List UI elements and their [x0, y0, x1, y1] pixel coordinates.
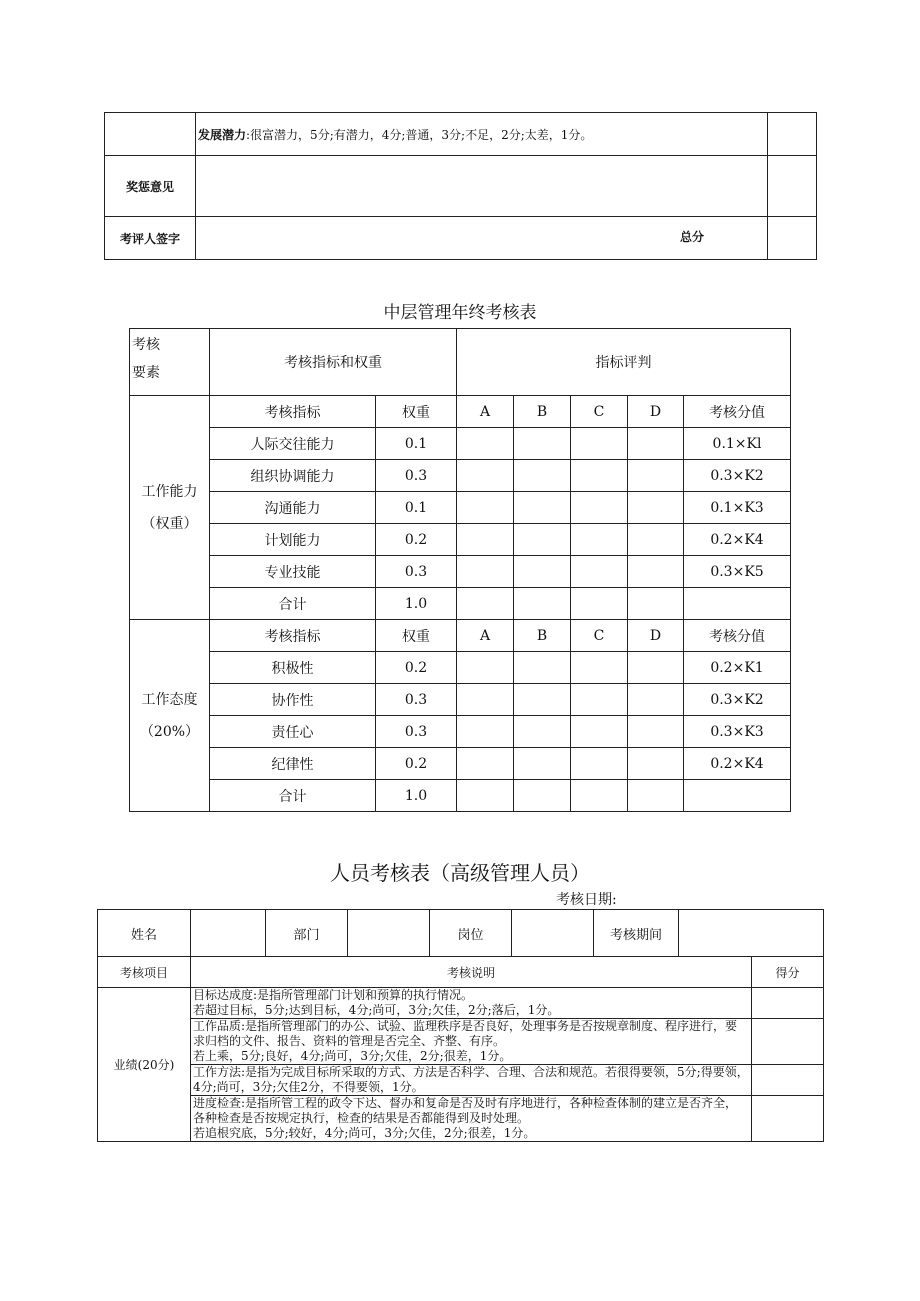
table-row: [105, 113, 817, 156]
criteria-line: 目标达成度:是指所管理部门计划和预算的执行情况。: [193, 988, 474, 1002]
indicator-name: 合计: [210, 588, 376, 620]
position-field[interactable]: [512, 910, 594, 957]
page-title: 中层管理年终考核表: [383, 303, 537, 323]
department-field[interactable]: [348, 910, 430, 957]
grade-d-cell[interactable]: [628, 684, 684, 716]
description-header: 考核说明: [191, 957, 752, 988]
grade-d-cell[interactable]: [628, 652, 684, 684]
table-row: [130, 460, 791, 492]
item-name: 业绩(20分): [98, 988, 191, 1142]
weight-value: 0.1: [376, 428, 457, 460]
grade-d-cell[interactable]: [628, 780, 684, 812]
grade-b-cell[interactable]: [514, 652, 571, 684]
grade-b-cell[interactable]: [514, 716, 571, 748]
grade-b-cell[interactable]: [514, 524, 571, 556]
grade-d-cell[interactable]: [628, 460, 684, 492]
score-formula: 0.3×K5: [684, 556, 791, 588]
grade-b-cell[interactable]: [514, 460, 571, 492]
grade-c-cell[interactable]: [571, 780, 628, 812]
grade-a-cell[interactable]: [457, 524, 514, 556]
weight-value: 0.3: [376, 716, 457, 748]
table-row: [130, 556, 791, 588]
grade-d-cell[interactable]: [628, 428, 684, 460]
evaluation-header: 指标评判: [457, 329, 791, 396]
indicator-name: 组织协调能力: [210, 460, 376, 492]
element-header-label: 考核要素: [132, 337, 160, 381]
reviewer-label: 考评人签字: [105, 217, 196, 260]
score-formula: 0.2×K4: [684, 524, 791, 556]
weight-value: 1.0: [376, 780, 457, 812]
table-row: [130, 780, 791, 812]
grade-b-cell[interactable]: [514, 748, 571, 780]
grade-b-cell[interactable]: [514, 588, 571, 620]
grade-b-cell[interactable]: [514, 492, 571, 524]
criteria-line: 若超过目标，5分;达到目标，4分;尚可，3分;欠佳，2分;落后，1分。: [193, 1003, 560, 1017]
score-formula: 0.3×K3: [684, 716, 791, 748]
column-subheader: C: [571, 396, 628, 428]
table-row: [130, 524, 791, 556]
score-formula: 0.1×Kl: [684, 428, 791, 460]
grade-b-cell[interactable]: [514, 428, 571, 460]
criteria-description: [191, 1065, 752, 1096]
grade-b-cell[interactable]: [514, 556, 571, 588]
table-row: [130, 588, 791, 620]
potential-criteria-cell: [196, 113, 768, 156]
table-row: [130, 492, 791, 524]
indicator-name: 纪律性: [210, 748, 376, 780]
reward-opinion-field[interactable]: [196, 156, 768, 217]
grade-b-cell[interactable]: [514, 780, 571, 812]
table-row: [130, 716, 791, 748]
criteria-row: [98, 1096, 824, 1142]
grade-a-cell[interactable]: [457, 556, 514, 588]
grade-c-cell[interactable]: [571, 492, 628, 524]
name-field[interactable]: [191, 910, 266, 957]
reward-label: 奖惩意见: [105, 156, 196, 217]
indicator-name: 专业技能: [210, 556, 376, 588]
weight-value: 0.1: [376, 492, 457, 524]
grade-a-cell[interactable]: [457, 460, 514, 492]
section-name: [130, 396, 210, 620]
score-header: 得分: [752, 957, 824, 988]
grade-c-cell[interactable]: [571, 428, 628, 460]
indicator-name: 合计: [210, 780, 376, 812]
grade-a-cell[interactable]: [457, 716, 514, 748]
table-header-row: [130, 329, 791, 396]
criteria-description: [191, 1019, 752, 1065]
grade-c-cell[interactable]: [571, 524, 628, 556]
grade-c-cell[interactable]: [571, 460, 628, 492]
element-header: [130, 329, 210, 396]
score-formula: 0.2×K1: [684, 652, 791, 684]
grade-a-cell[interactable]: [457, 780, 514, 812]
column-subheader: B: [514, 620, 571, 652]
score-formula: 0.3×K2: [684, 460, 791, 492]
name-label: 姓名: [98, 910, 191, 957]
weight-value: 0.2: [376, 652, 457, 684]
column-subheader: 考核分值: [684, 396, 791, 428]
weight-value: 0.3: [376, 684, 457, 716]
score-formula: 0.3×K2: [684, 684, 791, 716]
indicator-name: 沟通能力: [210, 492, 376, 524]
column-subheader: A: [457, 620, 514, 652]
department-label: 部门: [266, 910, 348, 957]
grade-b-cell[interactable]: [514, 684, 571, 716]
weight-value: 0.3: [376, 556, 457, 588]
column-subheader: D: [628, 396, 684, 428]
criteria-score-cell[interactable]: [752, 1019, 824, 1065]
grade-a-cell[interactable]: [457, 588, 514, 620]
senior-appraisal-table: [97, 909, 824, 1142]
grade-a-cell[interactable]: [457, 684, 514, 716]
appraisal-summary-table: [104, 112, 817, 260]
grade-c-cell[interactable]: [571, 652, 628, 684]
column-subheader: 权重: [376, 620, 457, 652]
grade-d-cell[interactable]: [628, 492, 684, 524]
grade-a-cell[interactable]: [457, 748, 514, 780]
grade-d-cell[interactable]: [628, 524, 684, 556]
score-formula: 0.2×K4: [684, 748, 791, 780]
criteria-line: 若上乘，5分;良好，4分;尚可，3分;欠佳，2分;很差，1分。: [193, 1049, 512, 1063]
criteria-description: [191, 1096, 752, 1142]
table-row: [105, 156, 817, 217]
table-header-row: [98, 957, 824, 988]
grade-a-cell[interactable]: [457, 428, 514, 460]
reviewer-signature-field[interactable]: [196, 217, 768, 260]
table-row: [105, 217, 817, 260]
criteria-line: 进度检查:是指所管工程的政令下达、督办和复命是否及时有序地进行，各种检查体制的建立是否齐全，各种检查是否按规定执行，检查的结果是否都能得到及时处理。: [193, 1096, 738, 1125]
indicator-weight-header: 考核指标和权重: [210, 329, 457, 396]
grade-c-cell[interactable]: [571, 588, 628, 620]
section-subheader-row: [130, 620, 791, 652]
section-name-label: 工作能力（权重）: [141, 483, 198, 532]
criteria-score-cell[interactable]: [752, 1065, 824, 1096]
weight-value: 1.0: [376, 588, 457, 620]
grade-c-cell[interactable]: [571, 748, 628, 780]
grade-c-cell[interactable]: [571, 684, 628, 716]
grade-d-cell[interactable]: [628, 556, 684, 588]
score-formula: [684, 588, 791, 620]
grade-a-cell[interactable]: [457, 652, 514, 684]
item-header: 考核项目: [98, 957, 191, 988]
indicator-name: 计划能力: [210, 524, 376, 556]
column-subheader: 考核指标: [210, 396, 376, 428]
appraisal-date-label: 考核日期:: [556, 892, 617, 908]
indicator-name: 积极性: [210, 652, 376, 684]
weight-value: 0.3: [376, 460, 457, 492]
potential-label: 发展潜力: [198, 127, 247, 142]
grade-d-cell[interactable]: [628, 748, 684, 780]
criteria-score-cell[interactable]: [752, 988, 824, 1019]
total-label: 总分: [680, 230, 705, 244]
position-label: 岗位: [430, 910, 512, 957]
score-formula: [684, 780, 791, 812]
criteria-score-cell[interactable]: [752, 1096, 824, 1142]
table-row: [130, 684, 791, 716]
weight-value: 0.2: [376, 748, 457, 780]
column-subheader: D: [628, 620, 684, 652]
table-row: [130, 748, 791, 780]
section-name-label: 工作态度（20%）: [139, 691, 200, 740]
criteria-row: [98, 1019, 824, 1065]
page-title: 人员考核表（高级管理人员）: [330, 861, 590, 885]
criteria-line: 工作方法:是指为完成目标所采取的方式、方法是否科学、合理、合法和规范。若很得要领，5分;得要领，4分;尚可，3分;欠佳2分，不得要领，1分。: [193, 1065, 749, 1094]
indicator-name: 协作性: [210, 684, 376, 716]
grade-a-cell[interactable]: [457, 492, 514, 524]
indicator-name: 人际交往能力: [210, 428, 376, 460]
column-subheader: B: [514, 396, 571, 428]
table-row: [130, 428, 791, 460]
column-subheader: C: [571, 620, 628, 652]
criteria-row: [98, 1065, 824, 1096]
criteria-line: 若追根究底，5分;较好，4分;尚可，3分;欠佳，2分;很差，1分。: [193, 1126, 536, 1140]
column-subheader: 权重: [376, 396, 457, 428]
total-score-cell[interactable]: [768, 217, 817, 260]
grade-d-cell[interactable]: [628, 588, 684, 620]
grade-d-cell[interactable]: [628, 716, 684, 748]
potential-score-cell[interactable]: [768, 113, 817, 156]
grade-c-cell[interactable]: [571, 556, 628, 588]
criteria-row: [98, 988, 824, 1019]
midlevel-appraisal-table: [129, 328, 791, 812]
grade-c-cell[interactable]: [571, 716, 628, 748]
criteria-description: [191, 988, 752, 1019]
weight-value: 0.2: [376, 524, 457, 556]
potential-text: :很富潜力，5分;有潜力，4分;普通，3分;不足，2分;太差，1分。: [246, 127, 593, 142]
section-name: [130, 620, 210, 812]
column-subheader: 考核分值: [684, 620, 791, 652]
criteria-line: 工作品质:是指所管理部门的办公、试验、监理秩序是否良好，处理事务是否按规章制度、程序进行，要求归档的文件、报告、资料的管理是否完全、齐整、有序。: [193, 1019, 738, 1048]
period-label: 考核期间: [594, 910, 679, 957]
period-field[interactable]: [679, 910, 824, 957]
table-row: [130, 652, 791, 684]
table-row: [98, 910, 824, 957]
column-subheader: 考核指标: [210, 620, 376, 652]
indicator-name: 责任心: [210, 716, 376, 748]
score-formula: 0.1×K3: [684, 492, 791, 524]
section-subheader-row: [130, 396, 791, 428]
column-subheader: A: [457, 396, 514, 428]
